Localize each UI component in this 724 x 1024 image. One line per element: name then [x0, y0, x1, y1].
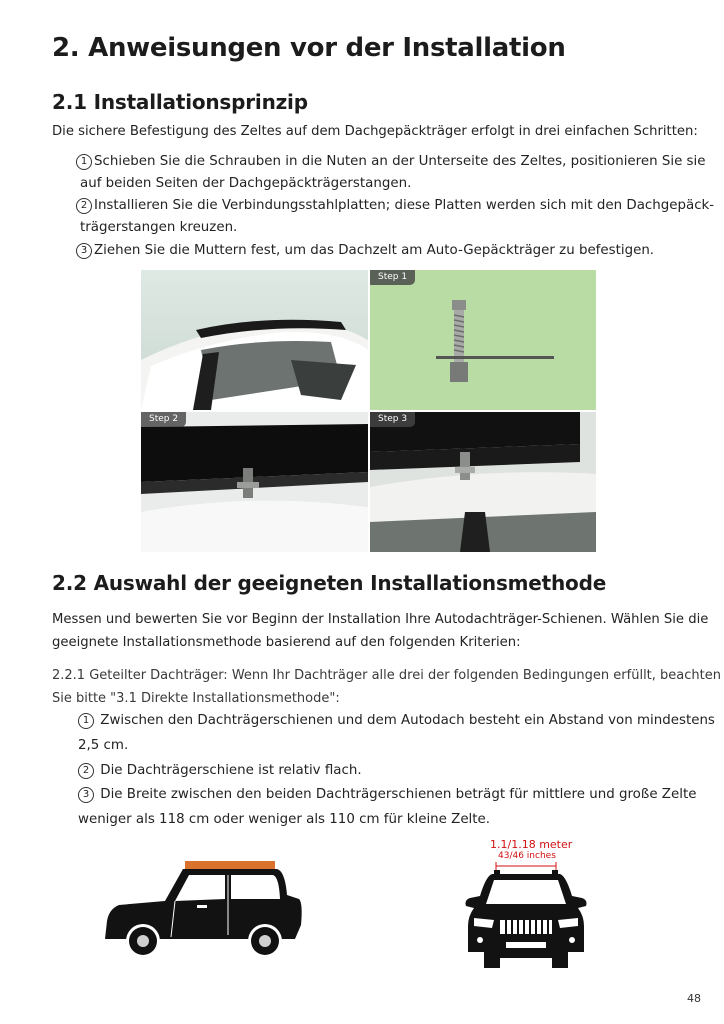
subsection-2-2-1	[52, 664, 721, 710]
step-number-2: 2	[76, 198, 92, 214]
photo-step-3-nuts	[370, 412, 596, 552]
step-number-1: 1	[76, 154, 92, 170]
intro-line-2: geeignete Installationsmethode basierend auf den folgenden Kriterien:	[52, 635, 521, 650]
step-3-label: Step 3	[370, 412, 415, 427]
step-text-1a: Schieben Sie die Schrauben in die Nuten an der Unterseite des Zeltes, positionieren Sie sie	[94, 154, 706, 169]
condition-text-1a: Zwischen den Dachträgerschienen und dem Autodach besteht ein Abstand von mindestens	[100, 713, 715, 728]
photo-car-roof-rails	[141, 270, 368, 410]
section-intro-2-1: Die sichere Befestigung des Zeltes auf dem Dachgepäckträger erfolgt in drei einfachen Schritten:	[52, 124, 698, 139]
page-number: 48	[687, 992, 701, 1005]
section-intro-2-2	[52, 608, 708, 654]
step-1-label: Step 1	[370, 270, 415, 285]
car-front-view-illustration	[464, 862, 589, 974]
condition-number-1: 1	[78, 713, 94, 729]
page-title: 2. Anweisungen vor der Installation	[52, 33, 566, 63]
subsection-line-1: 2.2.1 Geteilter Dachträger: Wenn Ihr Dachträger alle drei der folgenden Bedingungen erfüllt, beachten	[52, 668, 721, 683]
condition-text-3b: weniger als 118 cm oder weniger als 110 cm für kleine Zelte.	[78, 812, 491, 827]
condition-number-3: 3	[78, 787, 94, 803]
step-text-1b: auf beiden Seiten der Dachgepäckträgerstangen.	[80, 176, 412, 191]
dimension-inches: 43/46 inches	[498, 851, 556, 861]
step-text-2b: trägerstangen kreuzen.	[80, 220, 238, 235]
condition-3	[78, 782, 696, 832]
install-step-2	[76, 195, 714, 239]
condition-1	[78, 708, 715, 758]
intro-line-1: Messen und bewerten Sie vor Beginn der Installation Ihre Autodachträger-Schienen. Wählen Sie die	[52, 612, 709, 627]
step-text-3a: Ziehen Sie die Muttern fest, um das Dachzelt am Auto-Gepäckträger zu befestigen.	[94, 243, 655, 258]
section-heading-2-2: 2.2 Auswahl der geeigneten Installationsmethode	[52, 571, 607, 595]
dimension-meters: 1.1/1.18 meter	[490, 838, 573, 851]
step-2-label: Step 2	[141, 412, 186, 427]
subsection-line-2: Sie bitte "3.1 Direkte Installationsmethode":	[52, 691, 340, 706]
install-step-3	[76, 240, 654, 262]
step-text-2a: Installieren Sie die Verbindungsstahlplatten; diese Platten werden sich mit den Dachgepäck-	[94, 198, 715, 213]
condition-number-2: 2	[78, 763, 94, 779]
condition-text-1b: 2,5 cm.	[78, 738, 129, 753]
step-number-3: 3	[76, 243, 92, 259]
condition-text-2a: Die Dachträgerschiene ist relativ flach.	[100, 763, 362, 778]
install-step-1	[76, 151, 706, 195]
condition-text-3a: Die Breite zwischen den beiden Dachträgerschienen beträgt für mittlere und große Zelte	[100, 787, 697, 802]
photo-step-1-bolt	[370, 270, 596, 410]
section-heading-2-1: 2.1 Installationsprinzip	[52, 90, 308, 114]
car-side-view-illustration	[105, 855, 305, 965]
roof-rack-icon	[185, 861, 275, 869]
condition-2	[78, 758, 362, 783]
photo-step-2-plates	[141, 412, 368, 552]
